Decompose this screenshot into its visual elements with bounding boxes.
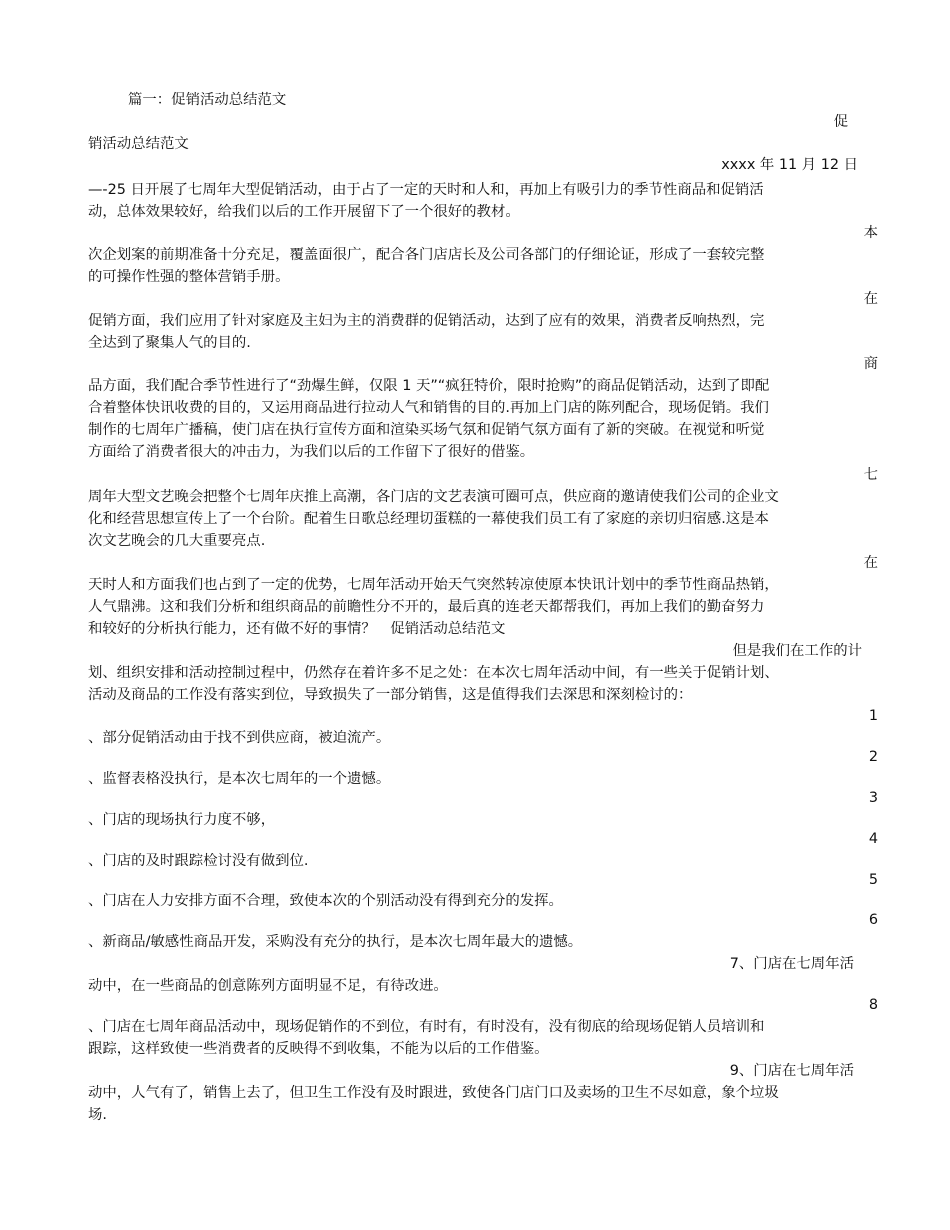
text-line: 动，总体效果较好，给我们以后的工作开展留下了一个很好的教材。 (88, 204, 520, 220)
list-item: 、门店在人力安排方面不合理，致使本次的个别活动没有得到充分的发挥。 (88, 893, 563, 909)
list-item: 场. (88, 1107, 107, 1123)
text-line: 在 (863, 291, 878, 307)
list-item: 、门店在七周年商品活动中，现场促销作的不到位，有时有，有时没有，没有彻底的给现场促销人员培训和 (88, 1019, 765, 1035)
list-item: 、新商品/敏感性商品开发，采购没有充分的执行，是本次七周年最大的遗憾。 (88, 934, 583, 950)
list-item: 跟踪，这样致使一些消费者的反映得不到收集，不能为以后的工作借鉴。 (88, 1041, 549, 1057)
list-item: 7、门店在七周年活 (729, 956, 854, 972)
text-line: 次企划案的前期准备十分充足，覆盖面很广，配合各门店店长及公司各部门的仔细论证，形成了一套较完整 (88, 247, 765, 263)
text-line: 活动及商品的工作没有落实到位，导致损失了一部分销售，这是值得我们去深思和深刻检讨的： (88, 687, 693, 703)
text-line: 促 (833, 114, 848, 130)
list-item: 、门店的及时跟踪检讨没有做到位. (88, 853, 309, 869)
text-line: 划、组织安排和活动控制过程中，仍然存在着许多不足之处：在本次七周年活动中间，有一些关于促销计划、 (88, 665, 779, 681)
text-line: 和较好的分析执行能力，还有做不好的事情？ 促销活动总结范文 (88, 621, 506, 637)
list-number: 1 (868, 708, 878, 724)
text-line: 合着整体快讯收费的目的，又运用商品进行拉动人气和销售的目的.再加上门店的陈列配合，现场促销。我们 (88, 400, 769, 416)
document-title: 篇一：促销活动总结范文 (128, 92, 287, 108)
list-number: 2 (868, 749, 878, 765)
text-line: 制作的七周年广播稿，使门店在执行宣传方面和渲染买场气氛和促销气氛方面有了新的突破。在视觉和听觉 (88, 422, 765, 438)
text-line: 天时人和方面我们也占到了一定的优势，七周年活动开始天气突然转凉使原本快讯计划中的季节性商品热销， (88, 577, 779, 593)
text-line: 次文艺晚会的几大重要亮点. (88, 533, 266, 549)
text-line: 七 (863, 467, 878, 483)
text-line: —-25 日开展了七周年大型促销活动，由于占了一定的天时和人和，再加上有吸引力的季节性商品和促销活 (88, 182, 764, 198)
list-item: 动中，人气有了，销售上去了，但卫生工作没有及时跟进，致使各门店门口及卖场的卫生不尽如意，象个垃圾 (88, 1085, 779, 1101)
text-line: 人气鼎沸。这和我们分析和组织商品的前瞻性分不开的，最后真的连老天都帮我们，再加上我们的勤奋努力 (88, 599, 765, 615)
text-line: 销活动总结范文 (88, 136, 189, 152)
list-item: 9、门店在七周年活 (729, 1063, 854, 1079)
list-number: 6 (868, 912, 878, 928)
text-line: 的可操作性强的整体营销手册。 (88, 269, 290, 285)
text-line: 本 (863, 225, 878, 241)
list-number: 4 (868, 831, 878, 847)
text-line: 品方面，我们配合季节性进行了“劲爆生鲜，仅限 1 天”“疯狂特价，限时抢购”的商品促销活动，达到了即配 (88, 378, 770, 394)
text-line: 周年大型文艺晚会把整个七周年庆推上高潮，各门店的文艺表演可圈可点，供应商的邀请使我们公司的企业文 (88, 489, 779, 505)
text-line: 在 (863, 555, 878, 571)
text-line: 化和经营思想宣传上了一个台阶。配着生日歌总经理切蛋糕的一幕使我们员工有了家庭的亲切归宿感.这是本 (88, 511, 769, 527)
list-item: 、部分促销活动由于找不到供应商，被迫流产。 (88, 730, 391, 746)
text-line: 商 (863, 356, 878, 372)
text-line: 但是我们在工作的计 (732, 643, 862, 659)
text-line: 方面给了消费者很大的冲击力，为我们以后的工作留下了很好的借鉴。 (88, 444, 535, 460)
text-line: 促销方面，我们应用了针对家庭及主妇为主的消费群的促销活动，达到了应有的效果，消费者反响热烈，完 (88, 313, 765, 329)
list-number: 8 (868, 997, 878, 1013)
date-line: xxxx 年 11 月 12 日 (721, 157, 858, 173)
list-number: 3 (868, 790, 878, 806)
list-item: 、门店的现场执行力度不够， (88, 812, 276, 828)
list-item: 、监督表格没执行，是本次七周年的一个遗憾。 (88, 771, 391, 787)
list-item: 动中，在一些商品的创意陈列方面明显不足，有待改进。 (88, 978, 448, 994)
text-line: 全达到了聚集人气的目的. (88, 335, 251, 351)
list-number: 5 (868, 872, 878, 888)
